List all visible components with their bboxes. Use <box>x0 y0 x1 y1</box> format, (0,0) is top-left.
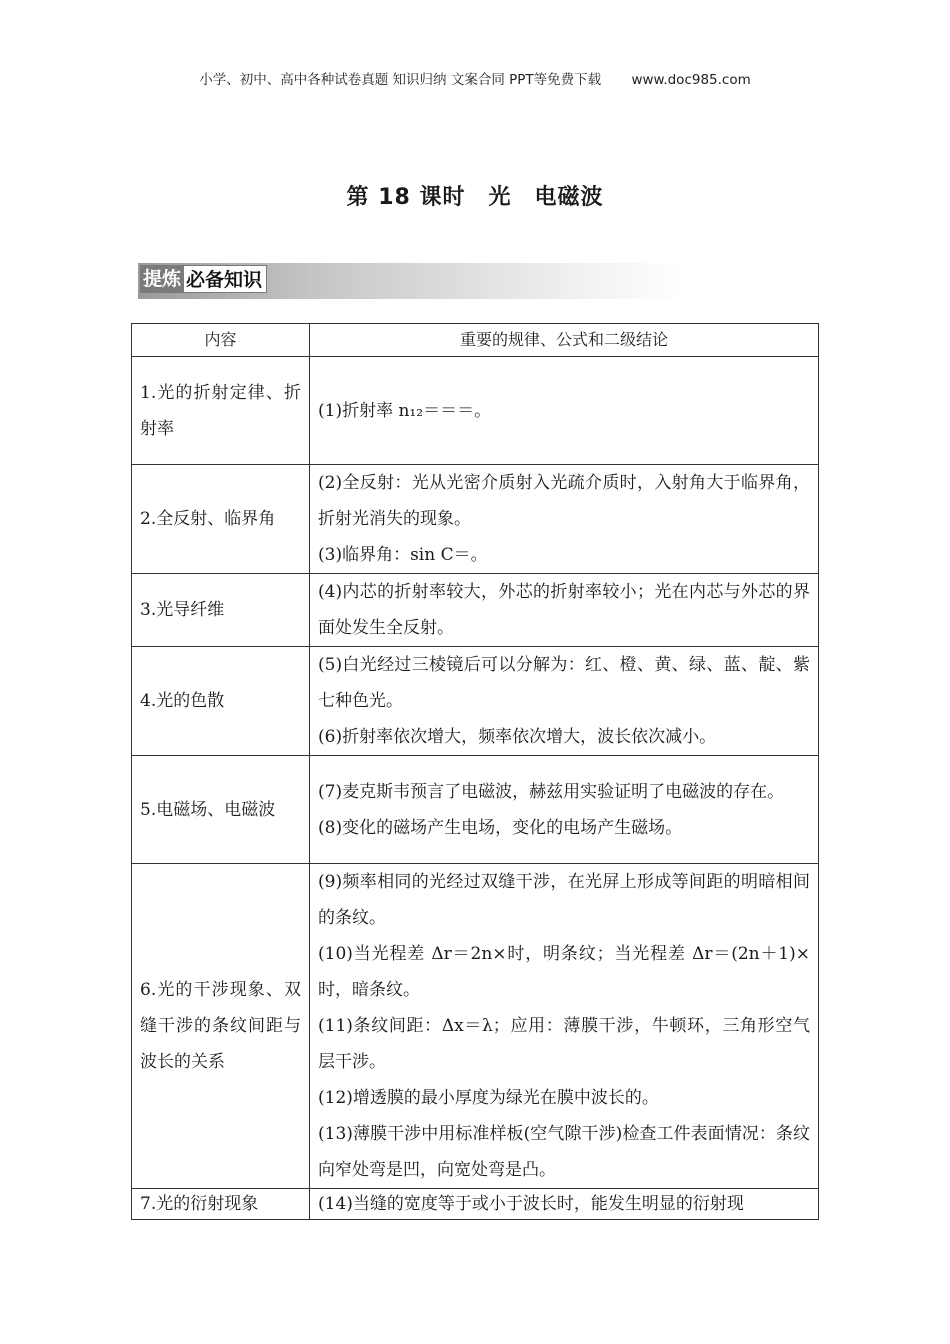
page-title: 第 18 课时 光 电磁波 <box>346 185 604 210</box>
content-line: (2)全反射：光从光密介质射入光疏介质时，入射角大于临界角，折射光消失的现象。 <box>318 473 810 529</box>
content-line: (11)条纹间距：Δx＝λ；应用：薄膜干涉，牛顿环，三角形空气层干涉。 <box>318 1016 810 1072</box>
row-topic: 2.全反射、临界角 <box>132 465 310 574</box>
section-label-part2: 必备知识 <box>183 265 267 293</box>
table-row <box>132 357 819 465</box>
page-header <box>0 68 950 88</box>
content-line: (5)白光经过三棱镜后可以分解为：红、橙、黄、绿、蓝、靛、紫七种色光。 <box>318 655 810 711</box>
knowledge-table <box>131 323 819 1220</box>
row-content <box>310 1189 819 1220</box>
column-header-rules: 重要的规律、公式和二级结论 <box>310 324 819 357</box>
row-content <box>310 647 819 756</box>
row-content <box>310 574 819 647</box>
row-topic: 7.光的衍射现象 <box>132 1189 310 1220</box>
header-site-link[interactable]: www.doc985.com <box>631 72 751 88</box>
row-topic: 1.光的折射定律、折射率 <box>132 357 310 465</box>
table-row <box>132 574 819 647</box>
section-label-part1: 提炼 <box>140 265 183 293</box>
column-header-content: 内容 <box>132 324 310 357</box>
table-header-row <box>132 324 819 357</box>
row-content <box>310 864 819 1189</box>
content-line: (13)薄膜干涉中用标准样板(空气隙干涉)检查工件表面情况：条纹向窄处弯是凹，向宽处弯是凸。 <box>318 1124 810 1180</box>
content-line: (4)内芯的折射率较大，外芯的折射率较小；光在内芯与外芯的界面处发生全反射。 <box>318 582 810 638</box>
table-row <box>132 465 819 574</box>
table-row <box>132 1189 819 1220</box>
content-line: (7)麦克斯韦预言了电磁波，赫兹用实验证明了电磁波的存在。 <box>318 781 785 802</box>
row-content <box>310 756 819 864</box>
row-content <box>310 357 819 465</box>
row-topic: 3.光导纤维 <box>132 574 310 647</box>
header-text: 小学、初中、高中各种试卷真题 知识归纳 文案合同 PPT等免费下载 <box>199 72 602 88</box>
content-line: (8)变化的磁场产生电场，变化的电场产生磁场。 <box>318 817 683 838</box>
content-line: (9)频率相同的光经过双缝干涉，在光屏上形成等间距的明暗相间的条纹。 <box>318 872 810 928</box>
row-content <box>310 465 819 574</box>
row-topic: 4.光的色散 <box>132 647 310 756</box>
content-line: (14)当缝的宽度等于或小于波长时，能发生明显的衍射现 <box>318 1194 744 1214</box>
table-row <box>132 756 819 864</box>
content-line: (3)临界角：sin C＝。 <box>318 545 488 565</box>
content-line: (12)增透膜的最小厚度为绿光在膜中波长的。 <box>318 1088 659 1108</box>
row-topic: 6.光的干涉现象、双缝干涉的条纹间距与波长的关系 <box>132 864 310 1189</box>
table-row <box>132 647 819 756</box>
content-line: (6)折射率依次增大，频率依次增大，波长依次减小。 <box>318 727 717 747</box>
content-line: (1)折射率 n₁₂＝＝＝。 <box>318 400 492 421</box>
row-topic: 5.电磁场、电磁波 <box>132 756 310 864</box>
table-row <box>132 864 819 1189</box>
content-line: (10)当光程差 Δr＝2n×时，明条纹；当光程差 Δr＝(2n＋1)×时，暗条纹。 <box>318 944 810 1000</box>
section-banner <box>138 263 683 299</box>
